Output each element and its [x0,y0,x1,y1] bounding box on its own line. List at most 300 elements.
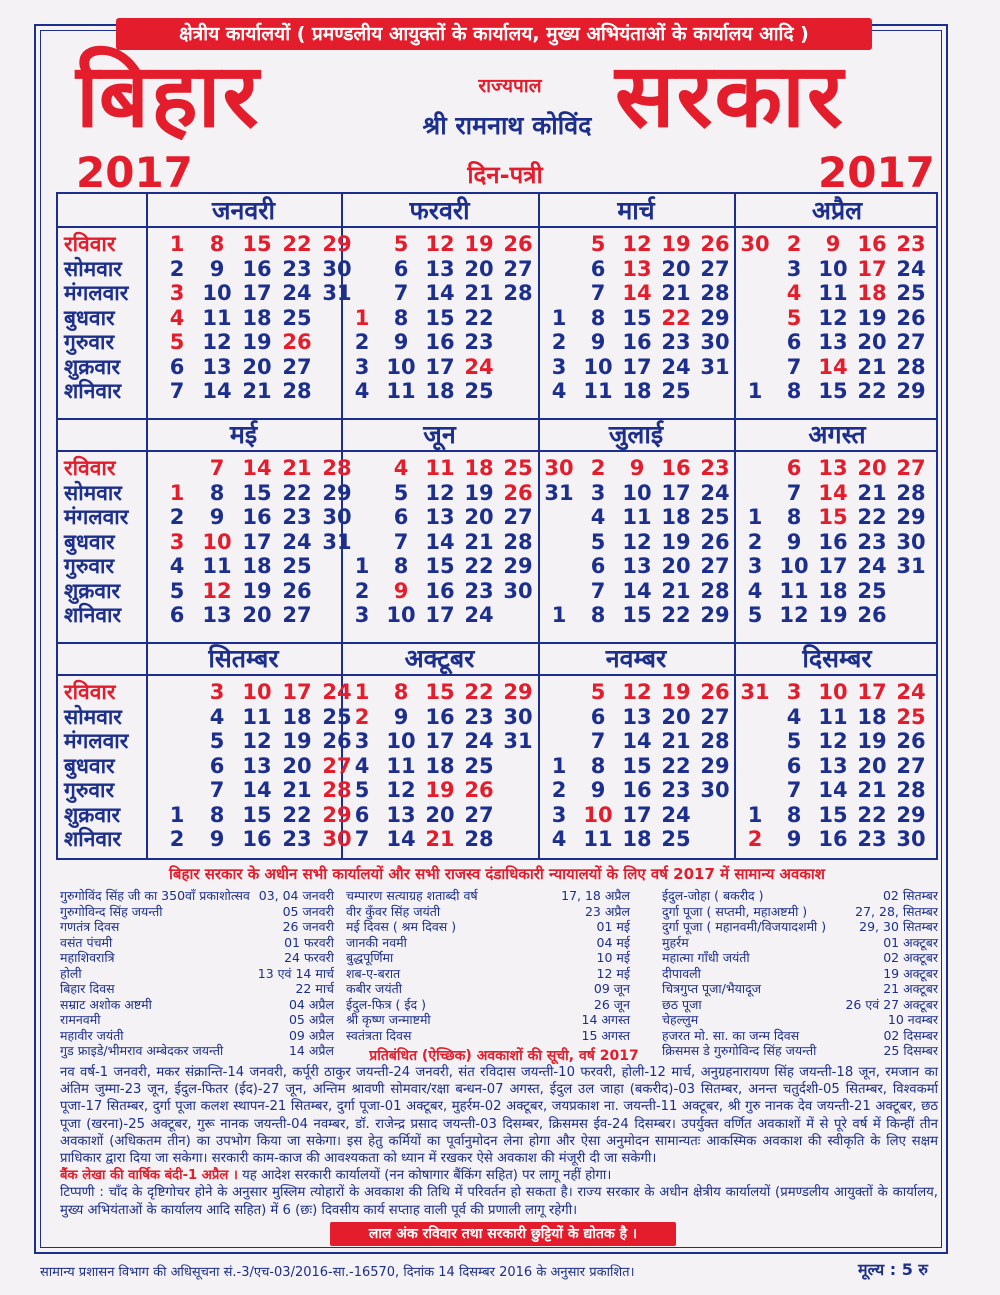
date-cell: 20 [661,256,691,281]
date-cell: 21 [282,456,312,480]
date-cell: 28 [700,578,730,603]
date-cell: 17 [242,281,272,305]
holiday-row [346,888,630,904]
date-cell: 24 [282,281,312,305]
price-label: मूल्य : 5 रु [858,1260,928,1279]
date-cell: 30 [322,256,352,281]
date-cell: 31 [544,480,574,505]
date-cell: 4 [354,753,370,778]
date-cell: 24 [857,554,887,578]
date-cell: 31 [322,529,352,554]
month-name: नवम्बर [605,644,667,673]
month-name: दिसम्बर [802,644,872,673]
holiday-name: रामनवमी [60,1012,101,1027]
holiday-date: 04 मई [596,934,630,950]
bank-closing-rest: यह आदेश सरकारी कार्यालयों (नन कोषागार बैंकिंग सहित) पर लागू नहीं होगा। [237,1168,612,1184]
date-cell: 13 [818,456,848,480]
day-name: मंगलवार [64,281,129,305]
date-cell: 30 [503,578,533,603]
date-cell: 8 [786,505,802,529]
date-cell: 11 [202,305,232,330]
date-cell: 15 [818,379,848,403]
date-cell: 19 [661,232,691,256]
date-cell: 12 [779,603,809,627]
date-cell: 6 [393,505,409,529]
date-cell: 8 [786,802,802,827]
date-cell: 7 [209,456,225,480]
date-cell: 14 [242,456,272,480]
day-name: गुरुवार [64,554,115,578]
date-cell: 4 [169,554,185,578]
date-cell: 13 [818,753,848,778]
day-name: शुक्रवार [64,578,121,603]
date-cell: 10 [202,529,232,554]
date-cell: 6 [786,456,802,480]
date-cell: 10 [386,603,416,627]
date-cell: 1 [747,802,763,827]
holiday-name: चित्रगुप्त पूजा/भैयादूज [662,981,762,996]
date-cell: 18 [818,578,848,603]
month-name: अगस्त [808,420,866,449]
date-cell: 24 [322,680,352,704]
date-cell: 19 [425,778,455,802]
date-cell: 24 [661,354,691,379]
date-cell: 4 [551,827,567,851]
holiday-name: मुहर्रम [662,934,689,950]
date-cell: 18 [425,379,455,403]
date-cell: 8 [786,379,802,403]
date-cell: 7 [393,529,409,554]
date-cell: 30 [322,505,352,529]
date-cell: 1 [551,603,567,627]
date-cell: 2 [551,778,567,802]
holiday-row [662,966,938,982]
date-cell: 5 [786,305,802,330]
date-cell: 9 [393,330,409,354]
date-cell: 29 [322,480,352,505]
holiday-date: 05 जनवरी [282,903,334,919]
date-cell: 1 [169,232,185,256]
date-cell: 4 [169,305,185,330]
date-cell: 7 [590,578,606,603]
holiday-name: दीपावली [662,965,701,981]
date-cell: 25 [282,305,312,330]
date-cell: 29 [503,554,533,578]
date-cell: 11 [779,578,809,603]
date-cell: 9 [209,827,225,851]
date-cell: 3 [169,281,185,305]
date-cell: 19 [464,480,494,505]
date-cell: 21 [661,578,691,603]
date-cell: 9 [393,704,409,729]
holiday-date: 13 एवं 14 मार्च [257,965,334,981]
date-cell: 4 [551,379,567,403]
date-cell: 25 [700,505,730,529]
date-cell: 23 [661,778,691,802]
date-cell: 13 [202,354,232,379]
date-cell: 25 [857,578,887,603]
date-cell: 7 [786,480,802,505]
holiday-name: क्रिसमस डे गुरुगोविन्द सिंह जयन्ती [662,1043,817,1058]
date-cell: 22 [857,379,887,403]
date-cell: 11 [425,456,455,480]
date-cell: 19 [857,729,887,753]
holiday-row [60,904,334,920]
holiday-name: बुद्धपूर्णिमा [346,950,394,965]
date-cell: 20 [661,704,691,729]
month-name: अक्टूबर [404,644,475,673]
holiday-date: 09 जून [593,981,630,996]
date-cell: 24 [700,480,730,505]
holiday-row [60,919,334,935]
date-cell: 23 [700,456,730,480]
holiday-row [60,981,334,997]
date-cell: 26 [857,603,887,627]
date-cell: 14 [818,354,848,379]
date-cell: 5 [169,330,185,354]
date-cell: 9 [590,330,606,354]
date-cell: 18 [661,505,691,529]
date-cell: 15 [242,480,272,505]
date-cell: 14 [425,281,455,305]
calendar-subtitle: दिन-पत्री [467,161,543,189]
date-cell: 11 [583,379,613,403]
date-cell: 22 [282,232,312,256]
date-cell: 14 [242,778,272,802]
date-cell: 17 [622,354,652,379]
holiday-name: गुरुगोविंद सिंह जी का 350वाँ प्रकाशोत्सव [60,888,250,903]
date-cell: 30 [322,827,352,851]
date-cell: 1 [354,305,370,330]
date-cell: 25 [464,379,494,403]
date-cell: 11 [202,554,232,578]
date-cell: 20 [857,753,887,778]
date-cell: 3 [590,480,606,505]
date-cell: 1 [747,379,763,403]
date-cell: 26 [700,680,730,704]
date-cell: 28 [322,778,352,802]
date-cell: 29 [322,802,352,827]
date-cell: 7 [590,281,606,305]
date-cell: 23 [282,256,312,281]
date-cell: 4 [393,456,409,480]
holiday-name: गुड फ्राइडे/भीमराव अम्बेदकर जयन्ती [60,1043,224,1058]
holiday-row [662,919,938,935]
day-name: शनिवार [64,827,122,851]
holiday-date: 26 जनवरी [282,919,334,934]
holiday-row [60,1043,334,1059]
date-cell: 10 [202,281,232,305]
date-cell: 20 [464,256,494,281]
day-name: बुधवार [64,305,115,330]
holiday-row [346,966,630,982]
holiday-date: 29, 30 सितम्बर [859,919,938,934]
month-name: मार्च [617,196,655,225]
date-cell: 24 [896,256,926,281]
date-cell: 1 [169,480,185,505]
date-cell: 16 [242,505,272,529]
date-cell: 3 [209,680,225,704]
date-cell: 6 [169,354,185,379]
date-cell: 28 [700,729,730,753]
holiday-name: मई दिवस ( श्रम दिवस ) [346,919,457,934]
date-cell: 23 [464,330,494,354]
date-cell: 11 [242,704,272,729]
date-cell: 28 [503,529,533,554]
date-cell: 1 [747,505,763,529]
holiday-name: वीर कुँवर सिंह जयंती [346,903,441,919]
date-cell: 13 [622,256,652,281]
holiday-date: 22 मार्च [295,981,334,996]
date-cell: 13 [818,330,848,354]
date-cell: 9 [786,529,802,554]
date-cell: 2 [747,827,763,851]
date-cell: 2 [786,232,802,256]
title-sarkar: सरकार [615,44,845,147]
holiday-name: कबीर जयंती [346,981,402,996]
notes-section [60,1064,938,1219]
holiday-date: 25 दिसम्बर [883,1043,938,1058]
date-cell: 18 [242,305,272,330]
date-cell: 30 [700,330,730,354]
date-cell: 27 [896,456,926,480]
date-cell: 31 [503,729,533,753]
date-cell: 5 [393,480,409,505]
date-cell: 16 [242,827,272,851]
date-cell: 29 [896,379,926,403]
date-cell: 3 [169,529,185,554]
date-cell: 27 [464,802,494,827]
date-cell: 24 [464,354,494,379]
date-cell: 7 [786,778,802,802]
date-cell: 6 [786,753,802,778]
date-cell: 8 [209,232,225,256]
holiday-name: गणतंत्र दिवस [60,919,120,934]
holiday-banner: बिहार सरकार के अधीन सभी कार्यालयों और सभी राजस्व दंडाधिकारी न्यायालयों के लिए वर्ष 2017 में सामान्य अवकाश [169,865,825,883]
date-cell: 24 [661,802,691,827]
date-cell: 2 [551,330,567,354]
date-cell: 15 [622,603,652,627]
date-cell: 12 [622,680,652,704]
date-cell: 29 [700,753,730,778]
date-cell: 8 [590,753,606,778]
date-cell: 22 [282,802,312,827]
date-cell: 5 [747,603,763,627]
date-cell: 16 [857,232,887,256]
date-cell: 2 [590,456,606,480]
date-cell: 21 [242,379,272,403]
calendar-grid [56,192,938,860]
date-cell: 18 [857,704,887,729]
date-cell: 5 [590,680,606,704]
date-cell: 18 [622,379,652,403]
date-cell: 29 [700,305,730,330]
date-cell: 16 [242,256,272,281]
date-cell: 22 [661,305,691,330]
date-cell: 3 [551,354,567,379]
holiday-date: 15 अगस्त [581,1027,630,1043]
day-name: रविवार [64,232,116,256]
date-cell: 20 [425,802,455,827]
date-cell: 8 [590,603,606,627]
date-cell: 12 [425,480,455,505]
date-cell: 3 [747,554,763,578]
date-cell: 12 [818,305,848,330]
date-cell: 13 [242,753,272,778]
date-cell: 4 [354,379,370,403]
date-cell: 27 [700,704,730,729]
date-cell: 25 [464,753,494,778]
date-cell: 5 [393,232,409,256]
date-cell: 7 [393,281,409,305]
holiday-name: महाशिवरात्रि [60,950,115,965]
date-cell: 5 [786,729,802,753]
date-cell: 11 [818,704,848,729]
holiday-row [60,1028,334,1044]
date-cell: 2 [354,330,370,354]
date-cell: 26 [896,305,926,330]
date-cell: 6 [590,256,606,281]
date-cell: 23 [282,505,312,529]
date-cell: 6 [209,753,225,778]
holiday-row [346,997,630,1013]
holiday-date: 09 अप्रैल [288,1027,334,1043]
date-cell: 23 [896,232,926,256]
date-cell: 17 [818,554,848,578]
date-cell: 10 [386,729,416,753]
date-cell: 12 [818,729,848,753]
date-cell: 18 [282,704,312,729]
date-cell: 20 [661,554,691,578]
date-cell: 12 [202,578,232,603]
date-cell: 17 [857,680,887,704]
date-cell: 10 [622,480,652,505]
date-cell: 20 [282,753,312,778]
date-cell: 13 [425,505,455,529]
date-cell: 29 [896,505,926,529]
date-cell: 21 [661,281,691,305]
date-cell: 15 [622,305,652,330]
holiday-row [662,981,938,997]
date-cell: 4 [786,704,802,729]
date-cell: 23 [661,330,691,354]
date-cell: 22 [464,305,494,330]
day-name: शुक्रवार [64,802,121,827]
date-cell: 18 [425,753,455,778]
date-cell: 6 [169,603,185,627]
date-cell: 28 [896,480,926,505]
holiday-date: 02 दिसम्बर [883,1027,938,1043]
date-cell: 9 [629,456,645,480]
date-cell: 26 [464,778,494,802]
day-name: मंगलवार [64,505,129,529]
date-cell: 25 [503,456,533,480]
date-cell: 6 [590,704,606,729]
date-cell: 1 [354,554,370,578]
date-cell: 23 [282,827,312,851]
date-cell: 9 [209,256,225,281]
date-cell: 14 [425,529,455,554]
holiday-row [662,1012,938,1028]
date-cell: 5 [169,578,185,603]
date-cell: 15 [818,505,848,529]
governor-name: श्री रामनाथ कोविंद [422,111,592,140]
date-cell: 3 [354,354,370,379]
holiday-name: महावीर जयंती [60,1027,124,1043]
date-cell: 22 [661,603,691,627]
holiday-name: जानकी नवमी [346,934,407,950]
date-cell: 6 [354,802,370,827]
date-cell: 21 [464,281,494,305]
date-cell: 20 [857,330,887,354]
date-cell: 28 [464,827,494,851]
date-cell: 17 [425,603,455,627]
holiday-row [346,950,630,966]
date-cell: 4 [590,505,606,529]
date-cell: 16 [818,529,848,554]
date-cell: 8 [209,802,225,827]
holiday-row [662,1028,938,1044]
optional-holidays-title: प्रतिबंधित (ऐच्छिक) अवकाशों की सूची, वर्ष 2017 [369,1048,639,1064]
date-cell: 26 [700,232,730,256]
holiday-date: 10 मई [596,950,630,965]
date-cell: 28 [700,281,730,305]
date-cell: 8 [393,305,409,330]
date-cell: 23 [857,827,887,851]
date-cell: 16 [425,578,455,603]
date-cell: 12 [425,232,455,256]
date-cell: 8 [590,305,606,330]
date-cell: 28 [322,456,352,480]
date-cell: 30 [503,704,533,729]
year-right: 2017 [818,148,935,197]
day-name: गुरुवार [64,778,115,802]
date-cell: 10 [242,680,272,704]
date-cell: 19 [661,680,691,704]
date-cell: 27 [896,753,926,778]
date-cell: 14 [202,379,232,403]
holiday-date: 05 अप्रैल [288,1012,334,1027]
date-cell: 27 [700,554,730,578]
date-cell: 17 [622,802,652,827]
month-name: अप्रैल [811,196,863,225]
date-cell: 22 [464,680,494,704]
day-name: बुधवार [64,529,115,554]
holiday-name: ईदुल-फित्र ( ईद ) [346,996,426,1012]
date-cell: 7 [169,379,185,403]
date-cell: 19 [661,529,691,554]
date-cell: 31 [700,354,730,379]
date-cell: 2 [747,529,763,554]
holiday-row [346,935,630,951]
date-cell: 21 [425,827,455,851]
holiday-row [60,935,334,951]
date-cell: 2 [169,505,185,529]
date-cell: 30 [740,232,770,256]
holiday-row [662,950,938,966]
holiday-row [662,888,938,904]
holiday-date: 23 अप्रैल [584,903,630,919]
holiday-date: 01 मई [596,919,630,934]
governor-label: राज्यपाल [478,75,542,97]
date-cell: 6 [590,554,606,578]
date-cell: 22 [282,480,312,505]
date-cell: 5 [590,232,606,256]
date-cell: 28 [503,281,533,305]
date-cell: 27 [282,354,312,379]
date-cell: 2 [354,578,370,603]
date-cell: 22 [464,554,494,578]
